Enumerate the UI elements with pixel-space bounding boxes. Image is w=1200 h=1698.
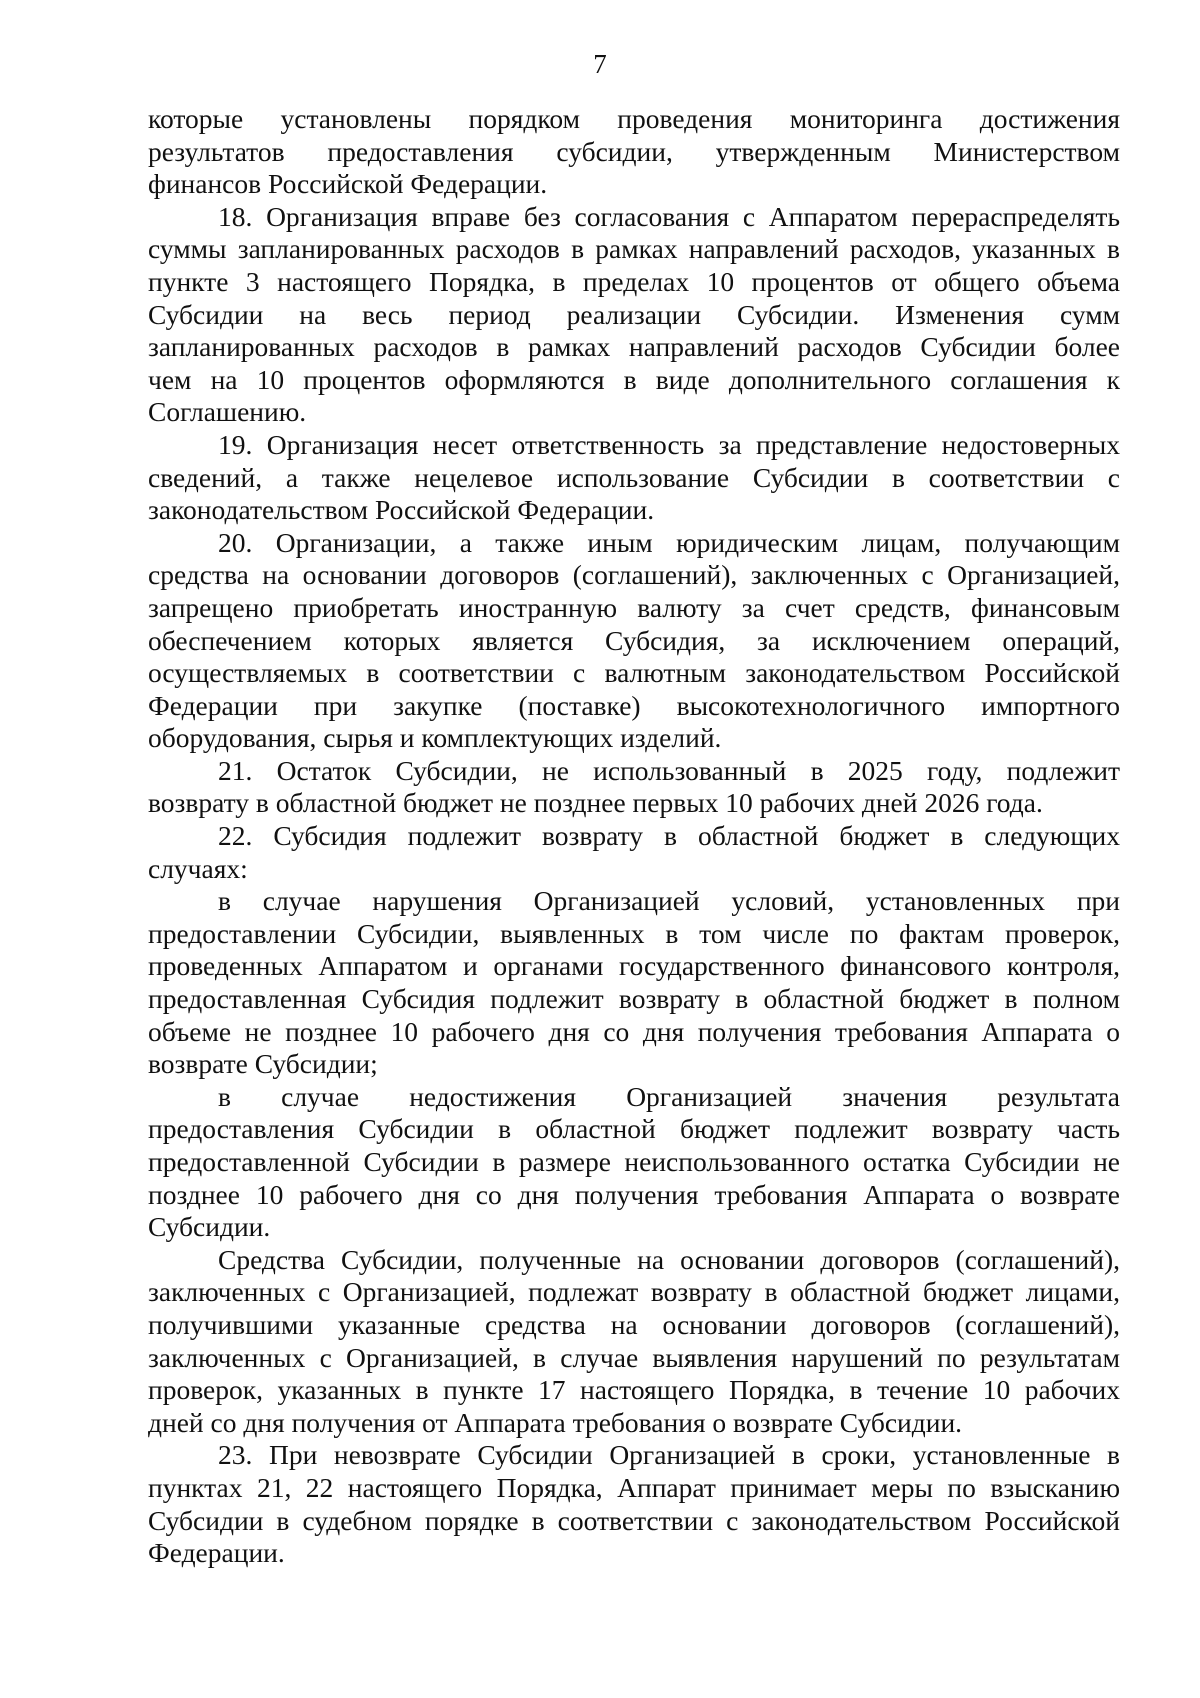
text-line: чем на 10 процентов оформляются в виде дополнительного соглашения к bbox=[148, 363, 1120, 395]
text-line: результатов предоставления субсидии, утвержденным Министерством bbox=[148, 135, 1120, 167]
text-line: Федерации при закупке (поставке) высокотехнологичного импортного bbox=[148, 689, 1120, 721]
text-line: запрещено приобретать иностранную валюту за счет средств, финансовым bbox=[148, 591, 1120, 623]
page-number: 7 bbox=[593, 49, 607, 79]
text-line: обеспечением которых является Субсидия, за исключением операций, bbox=[148, 624, 1120, 656]
text-line: пунктах 21, 22 настоящего Порядка, Аппарат принимает меры по взысканию bbox=[148, 1471, 1120, 1503]
text-line: объеме не позднее 10 рабочего дня со дня получения требования Аппарата о bbox=[148, 1015, 1120, 1047]
text-line: запланированных расходов в рамках направлений расходов Субсидии более bbox=[148, 331, 1120, 363]
paragraph-item-22 bbox=[148, 820, 1120, 885]
text-line: средства на основании договоров (соглашений), заключенных с Организацией, bbox=[148, 559, 1120, 591]
text-line: 23. При невозврате Субсидии Организацией в сроки, установленные в bbox=[218, 1439, 1120, 1471]
text-line: заключенных с Организацией, подлежат возврату в областной бюджет лицами, bbox=[148, 1276, 1120, 1308]
paragraph-item-20 bbox=[148, 527, 1120, 755]
text-line: в случае нарушения Организацией условий, установленных при bbox=[218, 885, 1120, 917]
text-line: финансов Российской Федерации. bbox=[148, 168, 548, 200]
text-line: предоставлении Субсидии, выявленных в том числе по фактам проверок, bbox=[148, 917, 1120, 949]
text-line: 19. Организация несет ответственность за представление недостоверных bbox=[218, 428, 1120, 460]
text-line: Субсидии. bbox=[148, 1211, 271, 1243]
text-line: Субсидии на весь период реализации Субсидии. Изменения сумм bbox=[148, 298, 1120, 330]
paragraph-item-19 bbox=[148, 429, 1120, 527]
text-line: Средства Субсидии, полученные на основании договоров (соглашений), bbox=[218, 1243, 1120, 1275]
text-line: 18. Организация вправе без согласования с Аппаратом перераспределять bbox=[218, 200, 1120, 232]
text-line: 21. Остаток Субсидии, не использованный в 2025 году, подлежит bbox=[218, 754, 1120, 786]
text-line: Субсидии в судебном порядке в соответствии с законодательством Российской bbox=[148, 1504, 1120, 1536]
paragraph-item-23 bbox=[148, 1439, 1120, 1569]
text-line: законодательством Российской Федерации. bbox=[148, 494, 655, 526]
text-line: сведений, а также нецелевое использование Субсидии в соответствии с bbox=[148, 461, 1120, 493]
text-line: 22. Субсидия подлежит возврату в областной бюджет в следующих bbox=[218, 820, 1120, 852]
text-line: позднее 10 рабочего дня со дня получения требования Аппарата о возврате bbox=[148, 1178, 1120, 1210]
text-line: заключенных с Организацией, в случае выявления нарушений по результатам bbox=[148, 1341, 1120, 1373]
paragraph-case-violation bbox=[148, 885, 1120, 1081]
text-line: возврате Субсидии; bbox=[148, 1048, 378, 1080]
text-line: дней со дня получения от Аппарата требования о возврате Субсидии. bbox=[148, 1406, 963, 1438]
text-line: предоставленной Субсидии в размере неиспользованного остатка Субсидии не bbox=[148, 1146, 1120, 1177]
text-line: случаях: bbox=[148, 852, 248, 884]
text-line: проведенных Аппаратом и органами государственного финансового контроля, bbox=[148, 950, 1120, 982]
paragraph-case-non-achievement bbox=[148, 1081, 1120, 1244]
text-line: предоставления Субсидии в областной бюджет подлежит возврату часть bbox=[148, 1113, 1120, 1145]
paragraph-continuation bbox=[148, 103, 1120, 201]
document-body bbox=[148, 103, 1120, 1570]
text-line: получившими указанные средства на основании договоров (соглашений), bbox=[148, 1308, 1120, 1340]
text-line: 20. Организации, а также иным юридическим лицам, получающим bbox=[218, 526, 1120, 558]
text-line: Соглашению. bbox=[148, 396, 307, 428]
paragraph-item-21 bbox=[148, 755, 1120, 820]
text-line: возврату в областной бюджет не позднее первых 10 рабочих дней 2026 года. bbox=[148, 787, 1043, 819]
text-line: Федерации. bbox=[148, 1537, 285, 1569]
text-line: оборудования, сырья и комплектующих изделий. bbox=[148, 722, 722, 754]
text-line: проверок, указанных в пункте 17 настоящего Порядка, в течение 10 рабочих bbox=[148, 1374, 1120, 1406]
text-line: пункте 3 настоящего Порядка, в пределах 10 процентов от общего объема bbox=[148, 265, 1120, 297]
paragraph-funds-return bbox=[148, 1244, 1120, 1440]
text-line: которые установлены порядком проведения мониторинга достижения bbox=[148, 103, 1120, 134]
text-line: предоставленная Субсидия подлежит возврату в областной бюджет в полном bbox=[148, 983, 1120, 1015]
text-line: осуществляемых в соответствии с валютным законодательством Российской bbox=[148, 657, 1120, 689]
text-line: в случае недостижения Организацией значения результата bbox=[218, 1080, 1120, 1112]
text-line: суммы запланированных расходов в рамках направлений расходов, указанных в bbox=[148, 233, 1120, 265]
paragraph-item-18 bbox=[148, 201, 1120, 429]
